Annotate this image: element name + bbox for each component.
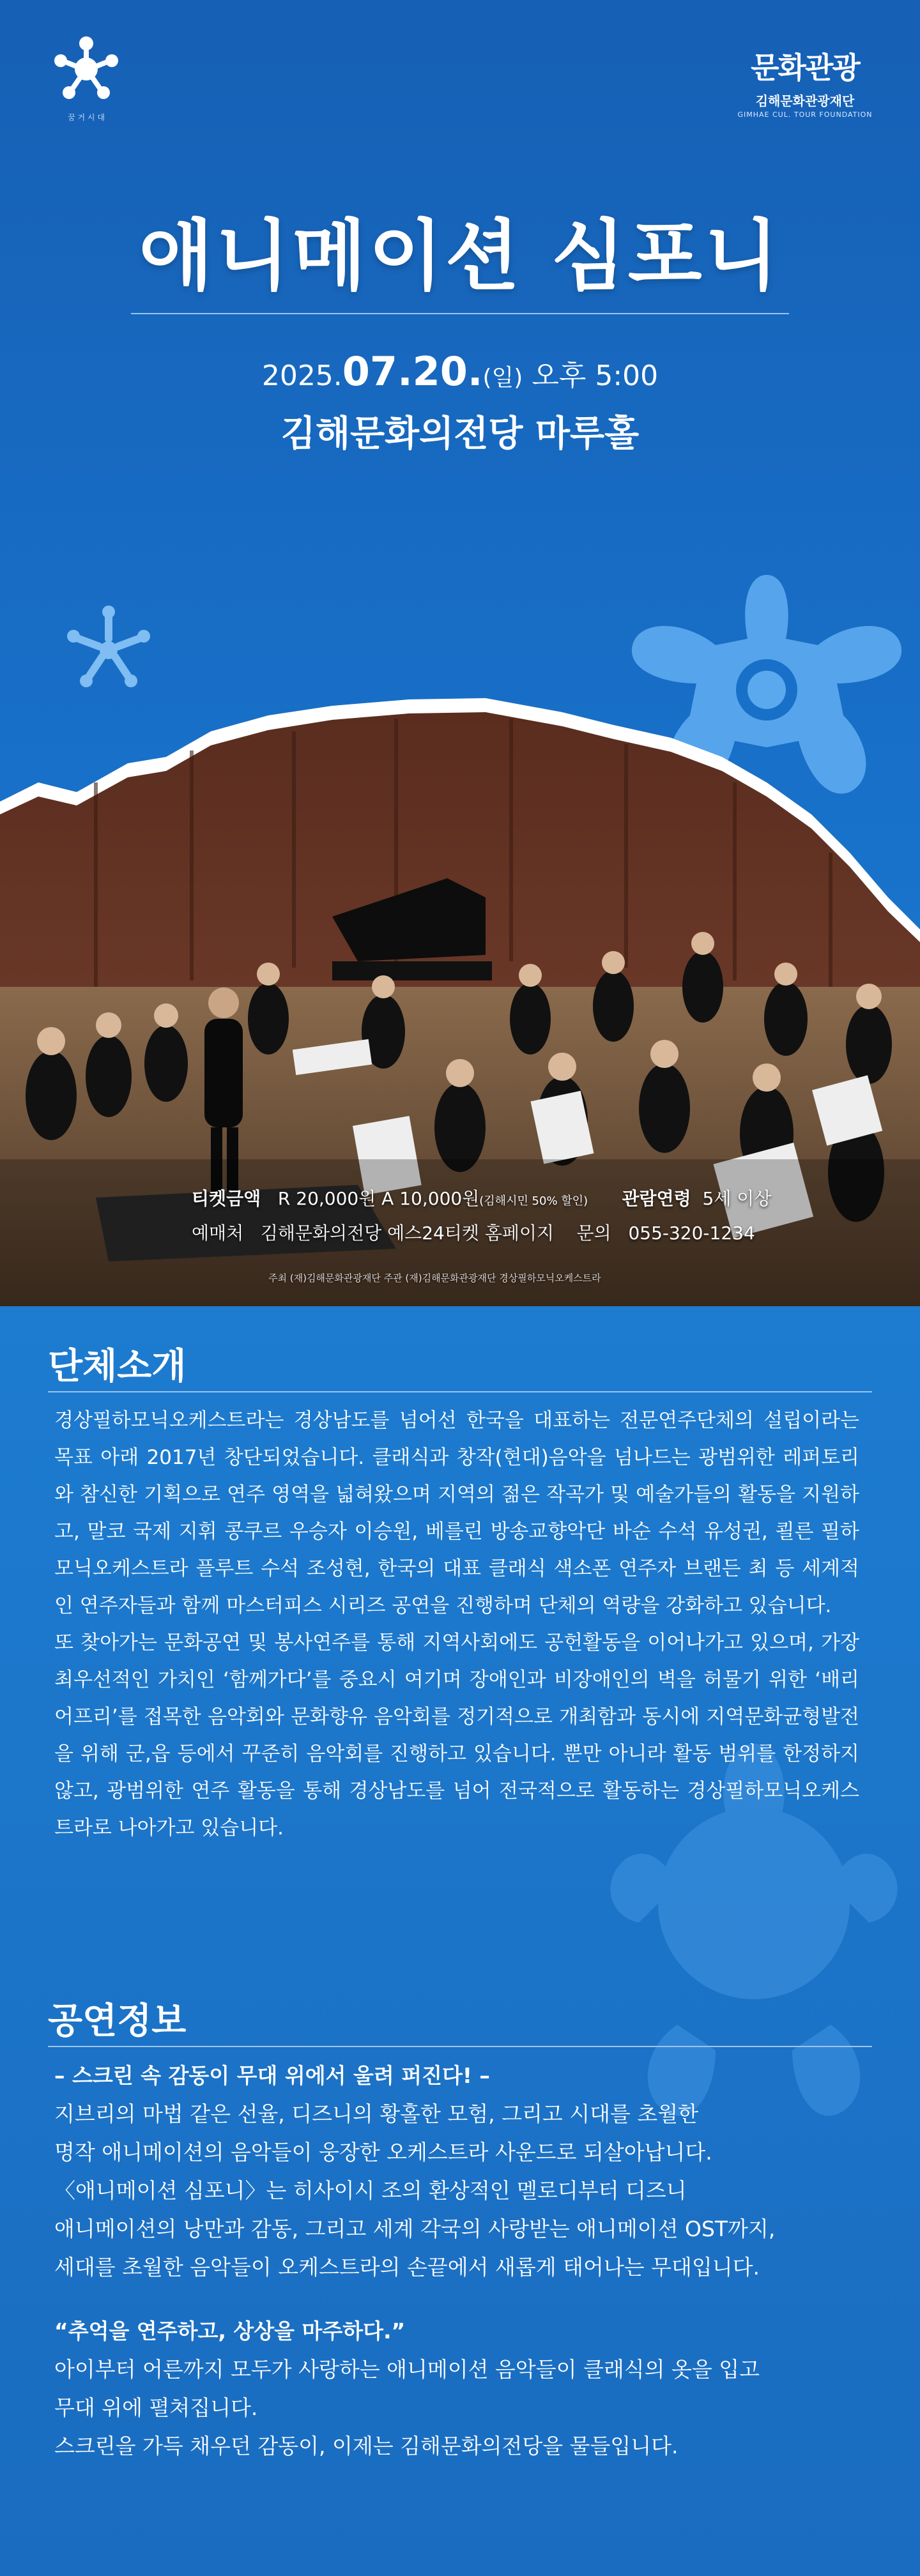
date-year: 2025. xyxy=(261,360,342,392)
performance-text xyxy=(54,2057,859,2465)
performance-line-8: 스크린을 가득 채우던 감동이, 이제는 김해문화의전당을 물들입니다. xyxy=(54,2434,678,2458)
performance-line-7: 무대 위에 펼쳐집니다. xyxy=(54,2395,258,2420)
performance-line-3: 〈애니메이션 심포니〉는 히사이시 조의 환상적인 멜로디부터 디즈니 xyxy=(54,2178,687,2203)
performance-line-5: 세대를 초월한 음악들이 오케스트라의 손끝에서 새롭게 태어나는 무대입니다. xyxy=(54,2255,760,2280)
booking-row xyxy=(192,1219,767,1245)
intro-paragraph-2: 또 찾아가는 문화공연 및 봉사연주를 통해 지역사회에도 공헌활동을 이어나가고 있으며, 가장 최우선적인 가치인 ‘함께가다’를 중요시 여기며 장애인과 비장애인의 벽을 허물기 위한 ‘배리어프리’를 접목한 음악회와 문화향유 음악회를 정기적으로 개최함과 동시에 지역문화균형발전을 위해 군,읍 등에서 꾸준히 음악회를 진행하고 있습니다. 뿐만 아니라 활동 범위를 한정하지 않고, 광범위한 연주 활동을 통해 경상남도를 넘어 전국적으로 활동하는 경상필하모닉오케스트라로 나아가고 있습니다. xyxy=(54,1631,859,1840)
intro-section-title: 단체소개 xyxy=(48,1346,187,1387)
right-logo-name: 김해문화관광재단 xyxy=(755,93,855,109)
performance-headline: – 스크린 속 감동이 무대 위에서 울려 퍼진다! – xyxy=(54,2063,490,2088)
booking-label: 예매처 xyxy=(192,1223,244,1244)
performance-quote: “추억을 연주하고, 상상을 마주하다.” xyxy=(54,2319,406,2344)
star-emblem-icon xyxy=(45,32,128,109)
performance-line-6: 아이부터 어른까지 모두가 사랑하는 애니메이션 음악들이 클래식의 옷을 입고 xyxy=(54,2357,760,2382)
performance-line-2: 명작 애니메이션의 음악들이 웅장한 오케스트라 사운드로 되살아납니다. xyxy=(54,2140,712,2165)
booking-value: 김해문화의전당 예스24티켓 홈페이지 xyxy=(260,1223,555,1244)
performance-section-divider xyxy=(48,2046,872,2047)
date-weekday: (일) xyxy=(482,365,523,391)
ticket-price-value: R 20,000원 A 10,000원 xyxy=(277,1188,480,1209)
contact-label: 문의 xyxy=(576,1223,611,1244)
performance-date xyxy=(0,348,920,395)
date-month-day: 07.20. xyxy=(342,348,483,395)
age-value: 5세 이상 xyxy=(702,1188,772,1209)
intro-section-divider xyxy=(48,1391,872,1392)
left-logo xyxy=(38,32,134,123)
left-logo-caption: 꿈 거 시 대 xyxy=(68,113,105,122)
ticket-price-label: 티켓금액 xyxy=(192,1188,261,1209)
performance-section-title: 공연정보 xyxy=(48,2001,187,2042)
age-label: 관람연령 xyxy=(622,1188,691,1209)
small-star-deco-icon xyxy=(61,600,157,696)
page-title: 애니메이션 심포니 xyxy=(139,212,781,301)
performance-line-1: 지브리의 마법 같은 선율, 디즈니의 황홀한 모험, 그리고 시대를 초월한 xyxy=(54,2101,698,2126)
intro-text xyxy=(54,1402,859,1847)
performance-line-4: 애니메이션의 낭만과 감동, 그리고 세계 각국의 사랑받는 애니메이션 OST까지, xyxy=(54,2216,776,2241)
ticket-price-note: (김해시민 50% 할인) xyxy=(479,1194,588,1208)
contact-value: 055-320-1234 xyxy=(628,1223,755,1244)
spacer xyxy=(54,2287,859,2312)
ticket-info xyxy=(192,1185,772,1254)
credits: 주최 (재)김해문화관광재단 주관 (재)김해문화관광재단 경상필하모닉오케스트라 xyxy=(268,1272,601,1284)
performance-venue: 김해문화의전당 마루홀 xyxy=(280,413,640,455)
right-logo-mark: 문화관광 xyxy=(751,50,859,85)
right-logo xyxy=(728,45,882,119)
right-logo-english: GIMHAE CUL. TOUR FOUNDATION xyxy=(737,111,873,119)
title-divider xyxy=(131,313,789,314)
intro-paragraph-1: 경상필하모닉오케스트라는 경상남도를 넘어선 한국을 대표하는 전문연주단체의 설립이라는 목표 아래 2017년 창단되었습니다. 클래식과 창작(현대)음악을 넘나드는 광범위한 레퍼토리와 참신한 기획으로 연주 영역을 넓혀왔으며 지역의 젊은 작곡가 및 예술가들의 활동을 지원하고, 말코 국제 지휘 콩쿠르 우승자 이승원, 베를린 방송교향악단 바순 수석 유성권, 쾰른 필하모닉오케스트라 플루트 수석 조성현, 한국의 대표 클래식 색소폰 연주자 브랜든 최 등 세계적인 연주자들과 함께 마스터피스 시리즈 공연을 진행하며 단체의 역량을 강화하고 있습니다. xyxy=(54,1409,859,1617)
date-time: 오후 5:00 xyxy=(532,360,659,392)
ticket-price-row xyxy=(192,1185,772,1210)
